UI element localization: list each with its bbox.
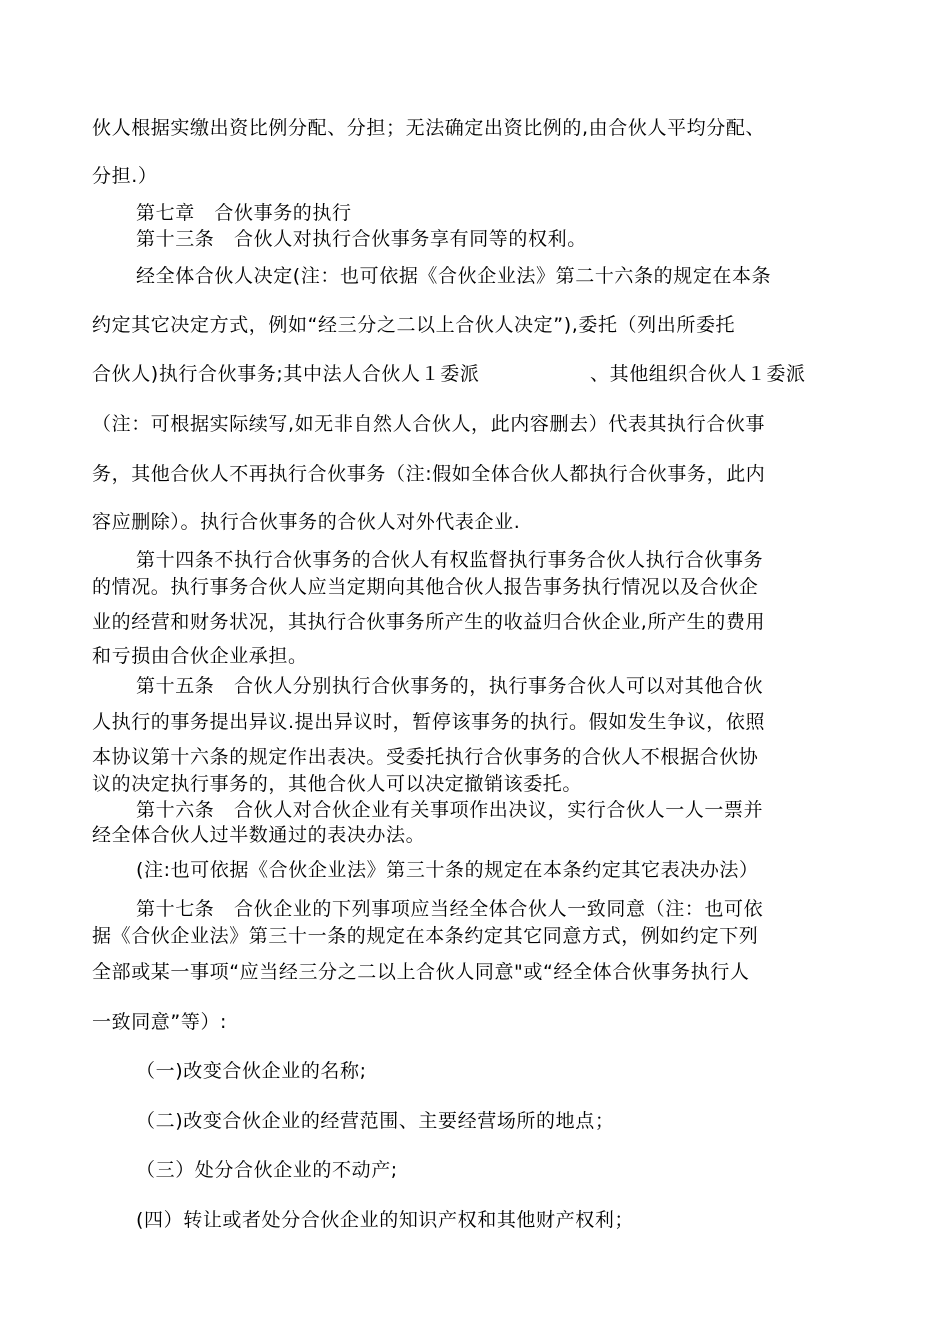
text-line: 业的经营和财务状况，其执行合伙事务所产生的收益归合伙企业,所产生的费用 [92,611,766,633]
text-line: 经全体合伙人决定(注：也可依据《合伙企业法》第二十六条的规定在本条 [136,265,772,287]
list-item: （二)改变合伙企业的经营范围、主要经营场所的地点； [136,1110,615,1132]
text-line: 本协议第十六条的规定作出表决。受委托执行合伙事务的合伙人不根据合伙协 [92,746,759,768]
text-line: （注：可根据实际续写,如无非自然人合伙人，此内容删去）代表其执行合伙事 [92,413,766,435]
text-line: 伙人根据实缴出资比例分配、分担；无法确定出资比例的,由合伙人平均分配、 [92,117,766,139]
text-line: (注:也可依据《合伙企业法》第三十条的规定在本条约定其它表决办法） [136,859,759,881]
text-line: 议的决定执行事务的，其他合伙人可以决定撤销该委托。 [92,773,583,795]
text-line: 据《合伙企业法》第三十一条的规定在本条约定其它同意方式，例如约定下列 [92,925,759,947]
text-line: 人执行的事务提出异议.提出异议时，暂停该事务的执行。假如发生争议，依照 [92,711,766,733]
list-item: (四）转让或者处分合伙企业的知识产权和其他财产权利； [136,1209,635,1231]
text-line: 的情况。执行事务合伙人应当定期向其他合伙人报告事务执行情况以及合伙企 [92,576,759,598]
text-line: 分担.） [92,165,158,187]
text-line: 务，其他合伙人不再执行合伙事务（注:假如全体合伙人都执行合伙事务，此内 [92,463,766,485]
chapter-heading: 第七章 合伙事务的执行 [136,202,352,224]
text-line: 约定其它决定方式，例如“经三分之二以上合伙人决定”),委托（列出所委托 [92,314,736,336]
text-line: 容应删除）。执行合伙事务的合伙人对外代表企业. [92,511,521,533]
text-line: 全部或某一事项“应当经三分之二以上合伙人同意"或“经全体合伙事务执行人 [92,961,750,983]
list-item: （一)改变合伙企业的名称; [136,1060,367,1082]
article-17-line: 第十七条 合伙企业的下列事项应当经全体合伙人一致同意（注：也可依 [136,898,764,920]
text-line: 、其他组织合伙人１委派 [590,363,806,385]
text-line: 和亏损由合伙企业承担。 [92,645,308,667]
text-line: 合伙人)执行合伙事务;其中法人合伙人１委派 [92,363,480,385]
article-16-line: 第十六条 合伙人对合伙企业有关事项作出决议，实行合伙人一人一票并 [136,799,764,821]
list-item: （三）处分合伙企业的不动产; [136,1159,398,1181]
text-line: 一致同意”等）: [92,1011,228,1033]
text-line: 经全体合伙人过半数通过的表决办法。 [92,824,426,846]
article-15-line: 第十五条 合伙人分别执行合伙事务的，执行事务合伙人可以对其他合伙 [136,675,764,697]
article-14-line: 第十四条不执行合伙事务的合伙人有权监督执行事务合伙人执行合伙事务 [136,549,764,571]
article-13-line: 第十三条 合伙人对执行合伙事务享有同等的权利。 [136,228,587,250]
